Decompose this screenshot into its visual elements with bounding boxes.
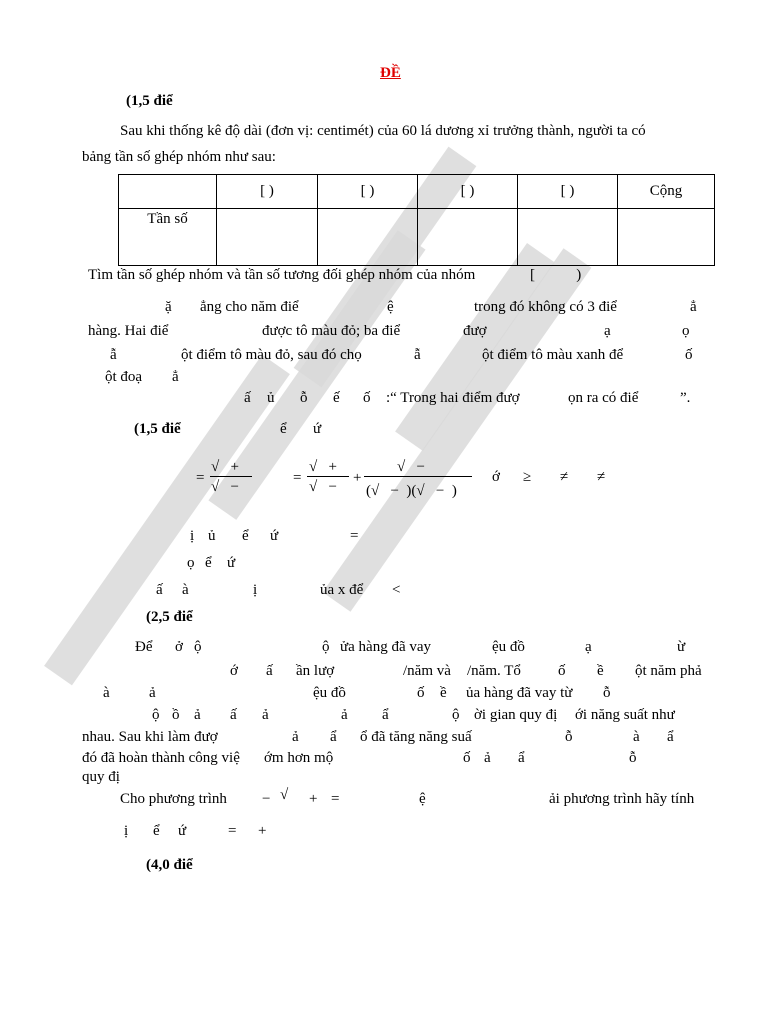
q3-fragment: ấ bbox=[230, 707, 237, 723]
q2-fragment: = bbox=[350, 528, 359, 544]
question-3-header: (2,5 điể bbox=[146, 609, 193, 625]
q2-fragment: ủa x để bbox=[320, 582, 364, 598]
q2-fragment: ể bbox=[280, 421, 287, 437]
q2-fragment: ớ bbox=[492, 469, 500, 485]
q3-fragment: à bbox=[633, 729, 640, 745]
q3-fragment: = bbox=[228, 823, 237, 839]
question-1-header: (1,5 điể bbox=[126, 93, 173, 109]
q3-fragment: ỗ bbox=[603, 685, 611, 701]
q1b-fragment: ạ bbox=[604, 323, 611, 339]
watermark-bar-1 bbox=[44, 355, 290, 686]
q2-fragment: ≠ bbox=[560, 469, 569, 485]
q3-fragment: Để bbox=[135, 639, 153, 655]
q1b-fragment: ấ bbox=[244, 390, 251, 406]
q2-fragment: ứ bbox=[313, 421, 322, 437]
q3-fragment: ố bbox=[558, 663, 566, 679]
q3-fragment: đó đã hoàn thành công việ bbox=[82, 750, 240, 766]
q1b-fragment: ẫ bbox=[110, 347, 117, 363]
table-cell-total: Cộng bbox=[618, 175, 715, 209]
q3-fragment: ủa hàng đã vay từ bbox=[466, 685, 573, 701]
formula-equals: = bbox=[293, 470, 302, 486]
formula-frac2-den: √ − bbox=[309, 479, 337, 495]
q3-fragment: ị bbox=[124, 823, 129, 839]
q3-fragment: ớ bbox=[230, 663, 238, 679]
table-row bbox=[119, 175, 715, 209]
q1b-fragment: đượ bbox=[463, 323, 487, 339]
q3-fragment: ửa hàng đã vay bbox=[340, 639, 432, 655]
q3-fragment: ệ bbox=[419, 791, 426, 807]
table-cell bbox=[318, 209, 418, 266]
q1b-fragment: ẳ bbox=[172, 369, 179, 385]
q1b-fragment: ố bbox=[685, 347, 693, 363]
q3-fragment: ả bbox=[194, 707, 201, 723]
q3-fragment: + bbox=[258, 823, 267, 839]
formula-frac2-num: √ + bbox=[309, 459, 337, 475]
q3-fragment: ả bbox=[292, 729, 299, 745]
formula-frac1-bar bbox=[210, 476, 252, 477]
formula-frac1-den: √ − bbox=[211, 479, 239, 495]
formula-frac3-den: (√ − )(√ − ) bbox=[366, 483, 457, 499]
q3-fragment: ả bbox=[262, 707, 269, 723]
q2-fragment: ể bbox=[242, 528, 249, 544]
q2-fragment: ≠ bbox=[597, 469, 606, 485]
q3-fragment: ột năm phả bbox=[635, 663, 702, 679]
question-2-header: (1,5 điể bbox=[134, 421, 181, 437]
q1b-fragment: :“ Trong hai điểm đượ bbox=[386, 390, 520, 406]
q1b-fragment: ệ bbox=[387, 299, 394, 315]
q3-fragment: ệu đồ bbox=[492, 639, 525, 655]
frequency-table bbox=[118, 174, 715, 266]
q1b-fragment: được tô màu đỏ; ba điể bbox=[262, 323, 401, 339]
q3-fragment: √ bbox=[280, 787, 289, 803]
table-cell bbox=[618, 209, 715, 266]
table-cell-interval: [ ) bbox=[518, 175, 618, 209]
q2-fragment: ứ bbox=[227, 555, 236, 571]
q3-fragment: /năm. Tổ bbox=[467, 663, 521, 679]
q3-fragment: ỗ bbox=[629, 750, 637, 766]
q2-fragment: ị bbox=[190, 528, 195, 544]
q3-fragment: ỗ bbox=[565, 729, 573, 745]
q3-fragment: = bbox=[331, 791, 340, 807]
q3-fragment: ề bbox=[597, 663, 604, 679]
q2-fragment: ể bbox=[205, 555, 212, 571]
q3-fragment: ộ bbox=[322, 639, 330, 655]
q3-fragment: quy đị bbox=[82, 769, 120, 785]
q1b-fragment: ẳng cho năm điể bbox=[200, 299, 299, 315]
q3-fragment: ả bbox=[484, 750, 491, 766]
table-row bbox=[119, 209, 715, 266]
q3-fragment: ồ bbox=[172, 707, 180, 723]
q3-fragment: ộ bbox=[452, 707, 460, 723]
q1b-fragment: hàng. Hai điể bbox=[88, 323, 169, 339]
q3-fragment: ở bbox=[175, 639, 183, 655]
q2-fragment: < bbox=[392, 582, 401, 598]
q3-fragment: à bbox=[103, 685, 110, 701]
q1b-fragment: ặ bbox=[165, 299, 172, 315]
q1b-fragment: ẳ bbox=[690, 299, 697, 315]
q3-fragment: ẩ bbox=[382, 707, 389, 723]
q1b-fragment: ột điểm tô màu đỏ, sau đó chọ bbox=[181, 347, 362, 363]
q2-fragment: ọ bbox=[187, 555, 195, 571]
formula-frac1-num: √ + bbox=[211, 459, 239, 475]
q3-fragment: − bbox=[262, 791, 271, 807]
q3-fragment: ẩ bbox=[667, 729, 674, 745]
q3-fragment: ớm hơn mộ bbox=[264, 750, 334, 766]
q3-fragment: ề bbox=[440, 685, 447, 701]
q1b-fragment: ”. bbox=[680, 390, 691, 406]
q1b-fragment: ọ bbox=[682, 323, 690, 339]
q2-fragment: à bbox=[182, 582, 189, 598]
q3-fragment: /năm và bbox=[403, 663, 451, 679]
q1b-fragment: ột đoạ bbox=[105, 369, 143, 385]
q3-fragment: Cho phương trình bbox=[120, 791, 227, 807]
page-title: ĐỀ bbox=[380, 65, 401, 81]
q1-task: Tìm tần số ghép nhóm và tần số tương đối ghép nhóm của nhóm bbox=[88, 267, 476, 283]
q1b-fragment: ủ bbox=[267, 390, 275, 406]
q3-fragment: + bbox=[309, 791, 318, 807]
q3-fragment: ạ bbox=[585, 639, 592, 655]
q3-fragment: ẩ bbox=[330, 729, 337, 745]
table-cell-interval: [ ) bbox=[318, 175, 418, 209]
q2-fragment: ≥ bbox=[523, 469, 532, 485]
q1b-fragment: ẫ bbox=[414, 347, 421, 363]
q1b-fragment: ế bbox=[333, 390, 340, 406]
q3-fragment: ải phương trình hãy tính bbox=[549, 791, 695, 807]
table-cell bbox=[217, 209, 318, 266]
q3-fragment: ả bbox=[341, 707, 348, 723]
table-cell-interval: [ ) bbox=[418, 175, 518, 209]
q3-fragment: ộ bbox=[152, 707, 160, 723]
table-row-label: Tần số bbox=[119, 209, 217, 266]
q3-fragment: nhau. Sau khi làm đượ bbox=[82, 729, 218, 745]
q1-text-line1: Sau khi thống kê độ dài (đơn vị: centimét) của 60 lá dương xỉ trưởng thành, người ta có bbox=[120, 123, 646, 139]
q1-text-line2: bảng tần số ghép nhóm như sau: bbox=[82, 149, 276, 165]
formula-equals: = bbox=[196, 470, 205, 486]
formula-frac3-num: √ − bbox=[397, 459, 425, 475]
q3-fragment: ẩ bbox=[518, 750, 525, 766]
q3-fragment: ố bbox=[417, 685, 425, 701]
q3-fragment: ệu đồ bbox=[313, 685, 346, 701]
q3-fragment: ới năng suất như bbox=[575, 707, 675, 723]
table-cell bbox=[518, 209, 618, 266]
q3-fragment: ần lượ bbox=[296, 663, 335, 679]
q3-fragment: ả bbox=[149, 685, 156, 701]
formula-plus: + bbox=[353, 470, 362, 486]
q3-fragment: ấ bbox=[266, 663, 273, 679]
table-cell bbox=[119, 175, 217, 209]
q3-fragment: ổ đã tăng năng suấ bbox=[360, 729, 472, 745]
q1b-fragment: ỗ bbox=[300, 390, 308, 406]
q1-task-bracket: [ ) bbox=[530, 267, 582, 283]
q3-fragment: ừ bbox=[677, 639, 686, 655]
q1b-fragment: ọn ra có điể bbox=[568, 390, 639, 406]
q3-fragment: ộ bbox=[194, 639, 202, 655]
q1b-fragment: ột điểm tô màu xanh để bbox=[482, 347, 624, 363]
formula-frac2-bar bbox=[307, 476, 349, 477]
q2-fragment: ị bbox=[253, 582, 258, 598]
q1b-fragment: ố bbox=[363, 390, 371, 406]
q2-fragment: ứ bbox=[270, 528, 279, 544]
q3-fragment: ứ bbox=[178, 823, 187, 839]
q1b-fragment: trong đó không có 3 điể bbox=[474, 299, 617, 315]
q2-fragment: ấ bbox=[156, 582, 163, 598]
table-cell bbox=[418, 209, 518, 266]
q3-fragment: ố bbox=[463, 750, 471, 766]
q3-fragment: ể bbox=[153, 823, 160, 839]
formula-frac3-bar bbox=[364, 476, 472, 477]
question-4-header: (4,0 điể bbox=[146, 857, 193, 873]
table-cell-interval: [ ) bbox=[217, 175, 318, 209]
q2-fragment: ủ bbox=[208, 528, 216, 544]
q3-fragment: ời gian quy đị bbox=[474, 707, 558, 723]
